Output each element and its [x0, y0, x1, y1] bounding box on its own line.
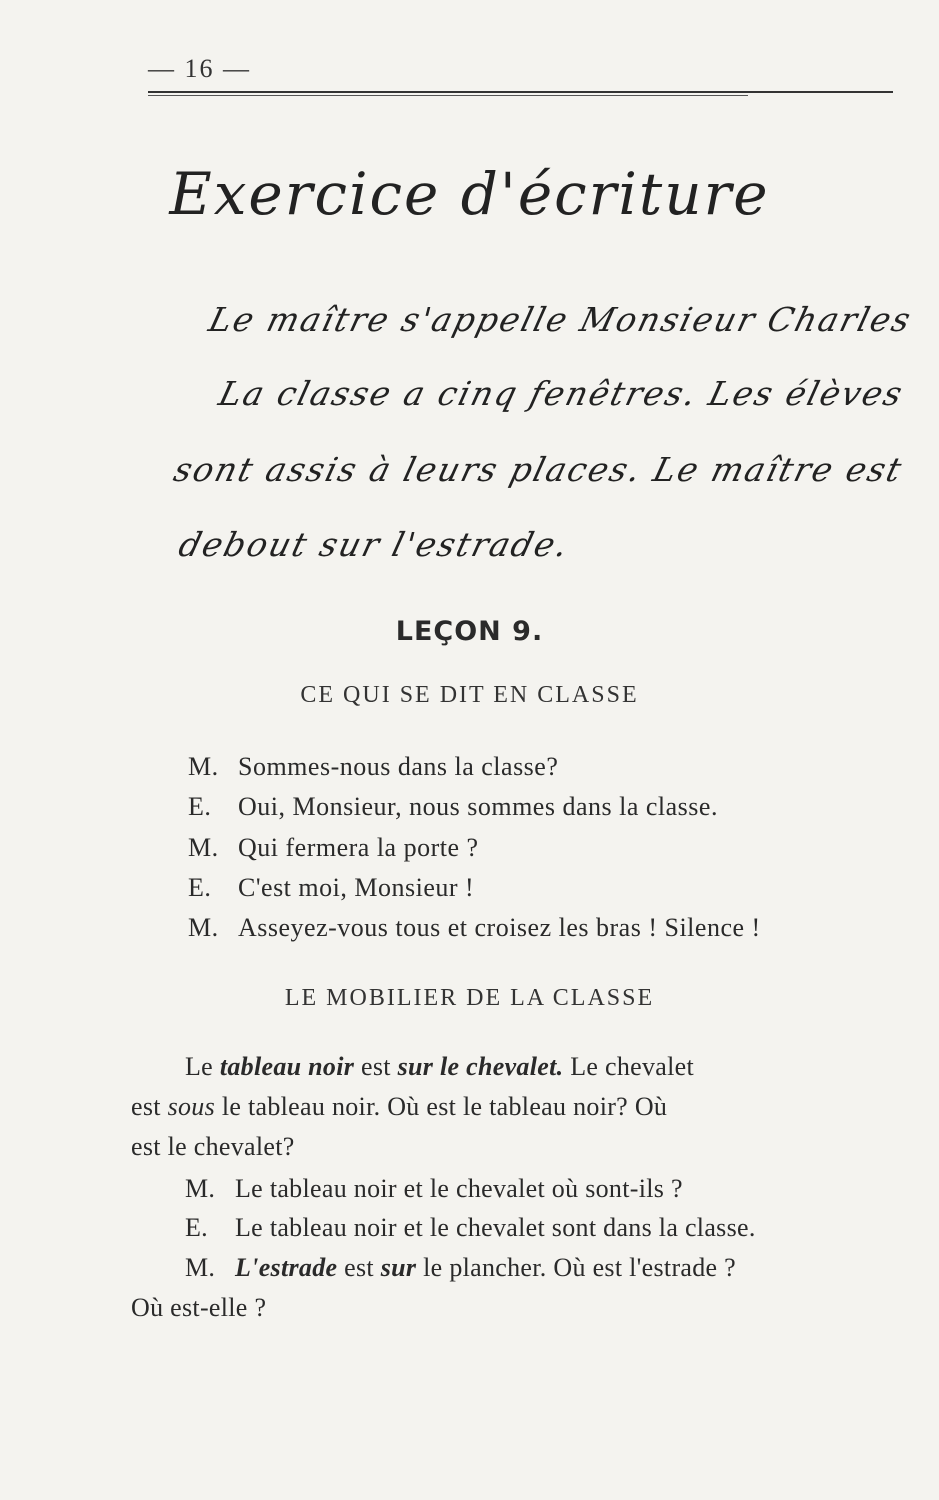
paragraph-line-4	[185, 1174, 683, 1204]
text-run: Le	[185, 1052, 220, 1081]
paragraph-line-3: est le chevalet?	[131, 1132, 295, 1161]
paragraph-line-1	[185, 1052, 694, 1082]
text-run: Le tableau noir et le chevalet sont dans la classe.	[235, 1213, 756, 1242]
emphasis-tableau-noir: tableau noir	[219, 1052, 355, 1081]
dialogue-line	[188, 752, 558, 782]
paragraph-line-5	[185, 1213, 756, 1243]
text-run: le tableau noir. Où est le tableau noir? Où	[215, 1092, 668, 1121]
dialogue-speaker: E.	[188, 792, 212, 821]
paragraph-line-6	[185, 1253, 736, 1283]
dialogue-line	[188, 913, 761, 943]
dialogue-speaker: M.	[188, 833, 219, 862]
dialogue-speaker: E.	[185, 1213, 208, 1242]
dialogue-text: Asseyez-vous tous et croisez les bras ! Silence !	[238, 913, 761, 942]
dialogue-line	[188, 873, 474, 903]
section-heading-classroom-phrases: CE QUI SE DIT EN CLASSE	[300, 682, 639, 708]
script-line-3: sont assis à leurs places. Le maître est	[170, 450, 908, 489]
text-run: le plancher. Où est l'estrade ?	[416, 1253, 737, 1282]
writing-exercise-title: Exercice d'écriture	[169, 160, 770, 228]
text-run: est	[131, 1092, 168, 1121]
dialogue-speaker: M.	[188, 913, 219, 942]
script-line-2: La classe a cinq fenêtres. Les élèves	[215, 374, 909, 413]
text-run: Le chevalet	[563, 1052, 695, 1081]
dialogue-text: C'est moi, Monsieur !	[238, 873, 475, 902]
text-run: est	[354, 1052, 398, 1081]
emphasis-sous: sous	[167, 1092, 216, 1121]
dialogue-speaker: M.	[185, 1174, 216, 1203]
lesson-title: LEÇON 9.	[395, 616, 544, 647]
script-line-1: Le maître s'appelle Monsieur Charles	[205, 300, 917, 339]
dialogue-line	[188, 792, 718, 822]
paragraph-line-7: Où est-elle ?	[131, 1293, 267, 1322]
dialogue-speaker: E.	[188, 873, 212, 902]
text-run: Le tableau noir et le chevalet où sont-ils ?	[235, 1174, 683, 1203]
section-heading-classroom-furniture: LE MOBILIER DE LA CLASSE	[284, 985, 655, 1011]
dialogue-text: Qui fermera la porte ?	[238, 833, 479, 862]
text-run: est	[337, 1253, 381, 1282]
script-line-4: debout sur l'estrade.	[175, 525, 574, 564]
dialogue-text: Sommes-nous dans la classe?	[238, 752, 559, 781]
header-rule-thin	[148, 95, 748, 96]
dialogue-speaker: M.	[185, 1253, 216, 1282]
dialogue-line	[188, 833, 479, 863]
emphasis-sur-le-chevalet: sur le chevalet.	[397, 1052, 564, 1081]
header-rule	[148, 91, 893, 93]
dialogue-speaker: M.	[188, 752, 219, 781]
emphasis-sur: sur	[380, 1253, 417, 1282]
paragraph-line-2	[131, 1092, 667, 1122]
emphasis-lestrade: L'estrade	[235, 1253, 338, 1282]
dialogue-text: Oui, Monsieur, nous sommes dans la classe.	[238, 792, 718, 821]
page-number: — 16 —	[148, 54, 251, 83]
